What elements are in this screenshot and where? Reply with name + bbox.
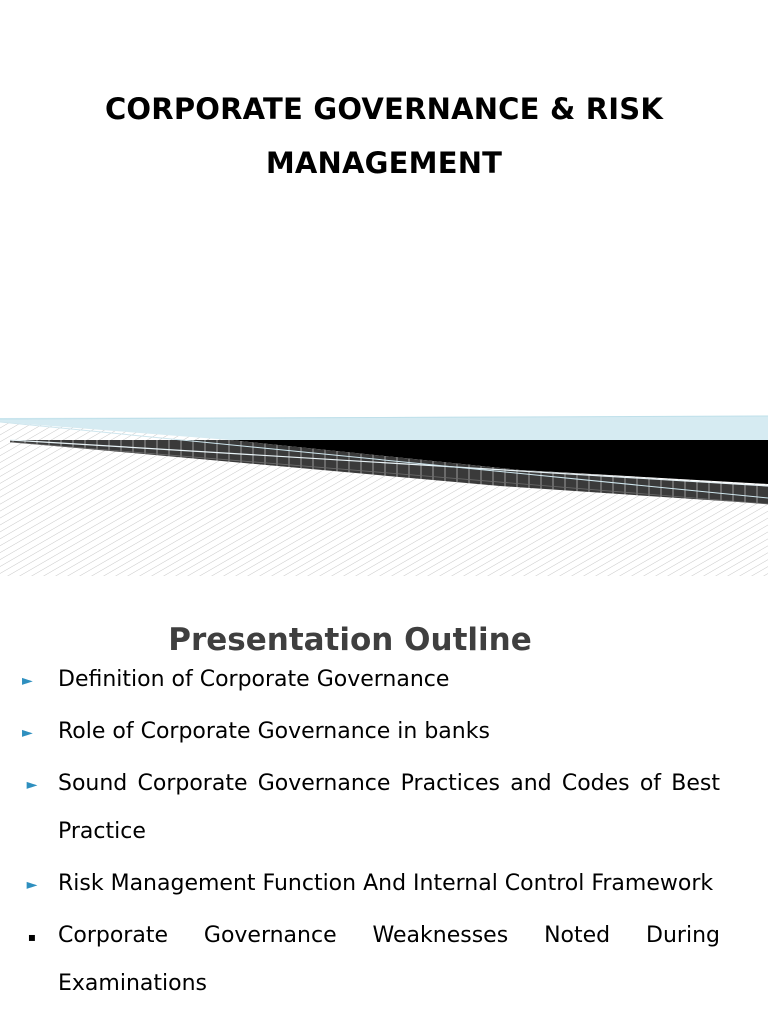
outline-list bbox=[0, 656, 768, 1012]
list-item-text: Definition of Corporate Governance bbox=[58, 667, 450, 692]
list-item bbox=[0, 656, 768, 704]
arrow-right-icon: ► bbox=[26, 877, 38, 893]
list-item-text: Corporate Governance Weaknesses Noted During Examinations bbox=[58, 923, 720, 996]
arrow-right-icon: ► bbox=[26, 777, 38, 793]
slide-title-line-2: MANAGEMENT bbox=[265, 146, 503, 180]
decorative-wave-band bbox=[0, 400, 768, 576]
list-item-text: Risk Management Function And Internal Control Framework bbox=[58, 871, 714, 896]
list-item bbox=[0, 760, 768, 856]
outline-slide bbox=[0, 576, 768, 1024]
arrow-right-icon: ► bbox=[22, 673, 33, 689]
square-icon: ▪ bbox=[27, 930, 37, 944]
list-item bbox=[0, 912, 768, 1008]
list-item-text: Role of Corporate Governance in banks bbox=[58, 719, 490, 744]
list-item bbox=[0, 708, 768, 756]
outline-heading: Presentation Outline bbox=[168, 622, 532, 658]
slide-title bbox=[40, 82, 728, 190]
arrow-right-icon: ► bbox=[22, 725, 33, 741]
list-item bbox=[0, 860, 768, 908]
list-item-text: Sound Corporate Governance Practices and Codes of Best Practice bbox=[58, 771, 720, 844]
slide-title-line-1: CORPORATE GOVERNANCE & RISK bbox=[104, 92, 664, 126]
